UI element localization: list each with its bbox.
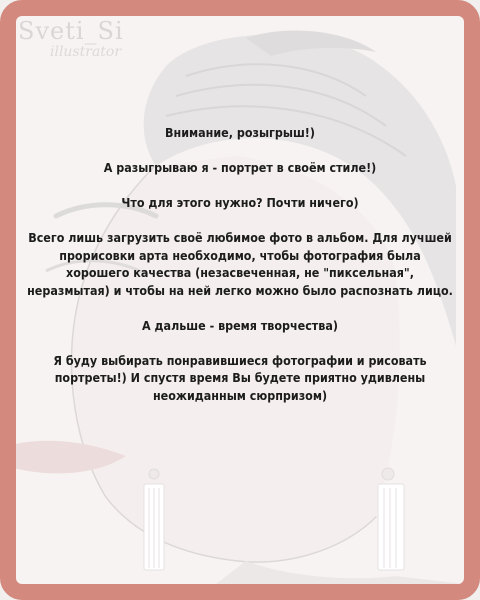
paragraph-instructions: Всего лишь загрузить своё любимое фото в альбом. Для лучшей прорисовки арта необходимо, чтобы фотография была хорошего качества (незасвеченная, не "пиксельная", неразмытая) и чтобы на ней легко можно было распознать лицо. [27, 230, 453, 298]
watermark-subtitle: illustrator [50, 44, 122, 60]
paragraph-creativity: А дальше - время творчества) [142, 317, 338, 333]
paragraph-attention: Внимание, розыгрыш!) [165, 125, 315, 140]
watermark-logo [18, 18, 168, 88]
paragraph-giveaway: А разыгрываю я - портрет в своём стиле!) [103, 160, 377, 175]
paragraph-question: Что для этого нужно? Почти ничего) [121, 195, 359, 210]
announcement-text [26, 124, 454, 404]
paragraph-selection: Я буду выбирать понравившиеся фотографии и рисовать портреты!) И спустя время Вы будете приятно удивлены неожиданным сюрпризом) [53, 352, 427, 403]
watermark-name: Sveti_Si [18, 17, 124, 45]
